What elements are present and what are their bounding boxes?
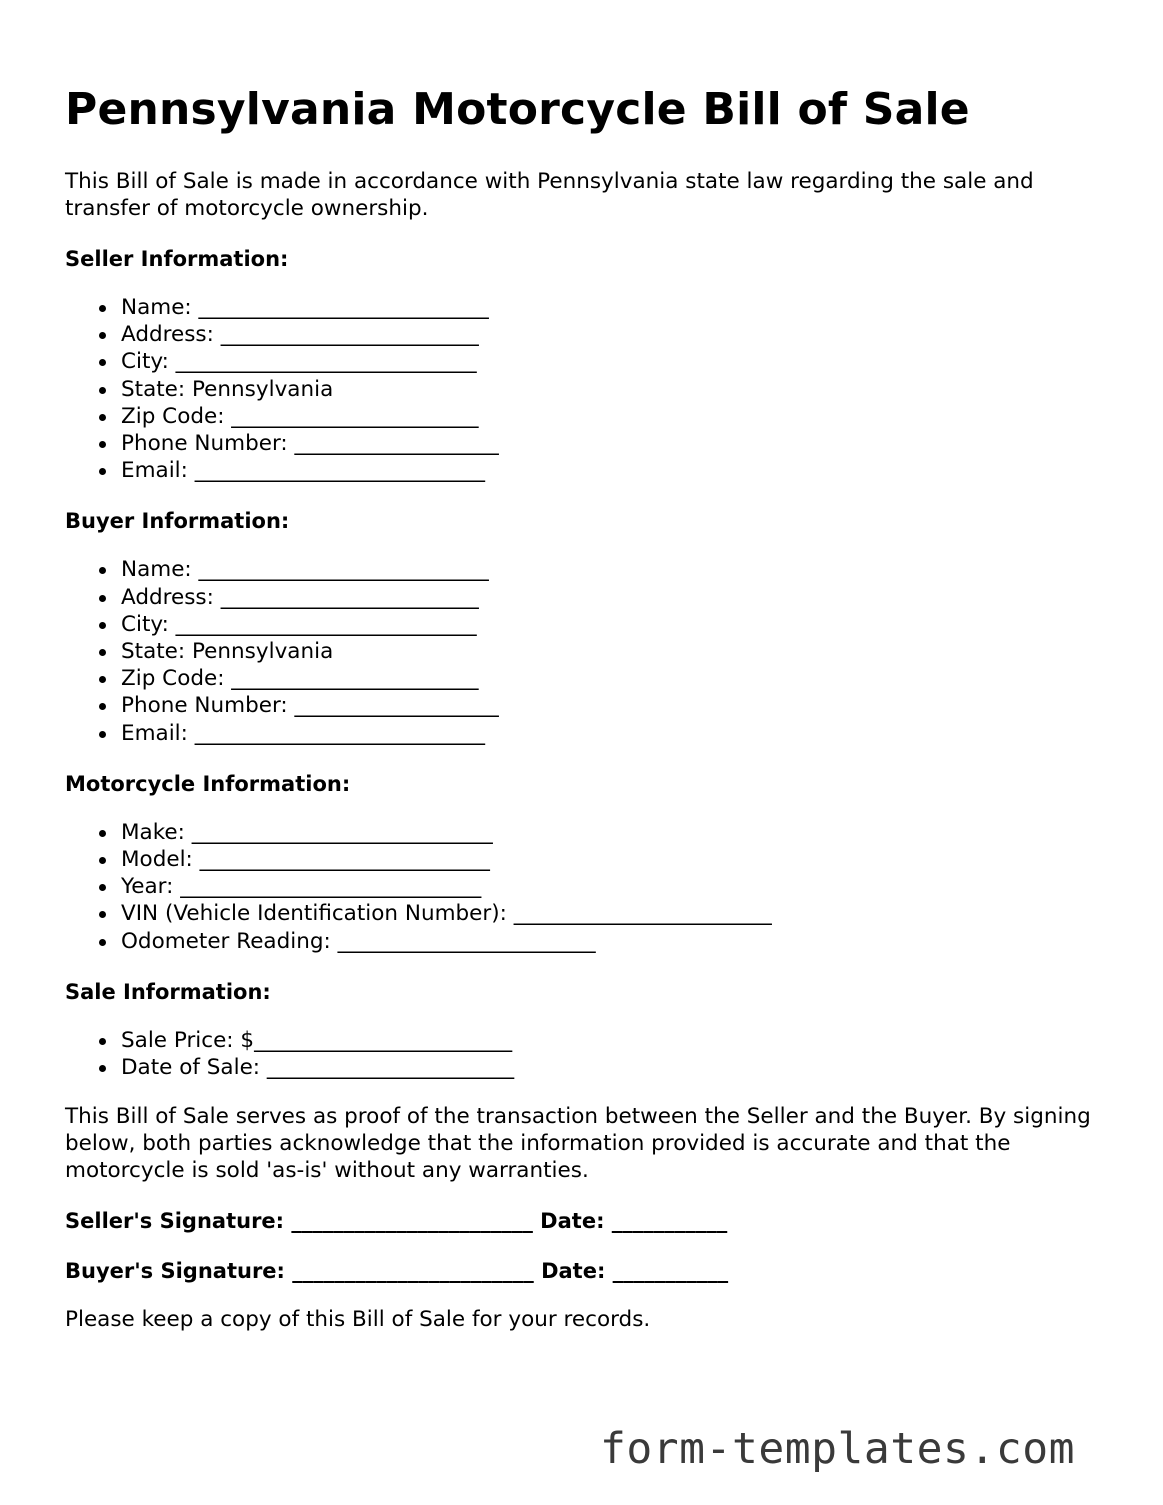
buyer-signature-line[interactable]: Buyer's Signature: _______________________ Date: ___________: [65, 1259, 729, 1284]
sale-price-field[interactable]: Sale Price: $________________________: [121, 1027, 1105, 1054]
motorcycle-info-list: [65, 819, 1105, 955]
motorcycle-odometer-field[interactable]: Odometer Reading: ________________________: [121, 928, 1105, 955]
seller-section-heading: Seller Information:: [65, 247, 289, 271]
document-page: [65, 82, 1105, 1333]
buyer-name-field[interactable]: Name: ___________________________: [121, 556, 1105, 583]
motorcycle-vin-field[interactable]: VIN (Vehicle Identification Number): ________________________: [121, 900, 1105, 927]
closing-paragraph: This Bill of Sale serves as proof of the transaction between the Seller and the Buyer. By signing below, both parties acknowledge that the information provided is accurate and that the motorcycle is sold 'as-is' without any warranties.: [65, 1104, 1091, 1184]
sale-date-field[interactable]: Date of Sale: _______________________: [121, 1054, 1105, 1081]
seller-city-field[interactable]: City: ____________________________: [121, 348, 1105, 375]
seller-email-field[interactable]: Email: ___________________________: [121, 457, 1105, 484]
intro-paragraph: This Bill of Sale is made in accordance with Pennsylvania state law regarding the sale and transfer of motorcycle ownership.: [65, 169, 1034, 221]
motorcycle-make-field[interactable]: Make: ____________________________: [121, 819, 1105, 846]
motorcycle-model-field[interactable]: Model: ___________________________: [121, 846, 1105, 873]
buyer-zip-field[interactable]: Zip Code: _______________________: [121, 665, 1105, 692]
seller-signature-line[interactable]: Seller's Signature: _______________________ Date: ___________: [65, 1209, 728, 1234]
sale-section-heading: Sale Information:: [65, 979, 271, 1004]
watermark: form-templates.com: [600, 1424, 1075, 1474]
seller-phone-field[interactable]: Phone Number: ___________________: [121, 430, 1105, 457]
buyer-info-list: [65, 556, 1105, 746]
sale-info-list: [65, 1027, 1105, 1081]
seller-address-field[interactable]: Address: ________________________: [121, 321, 1105, 348]
buyer-address-field[interactable]: Address: ________________________: [121, 584, 1105, 611]
motorcycle-year-field[interactable]: Year: ____________________________: [121, 873, 1105, 900]
buyer-section-heading: Buyer Information:: [65, 509, 290, 534]
buyer-state-field: State: Pennsylvania: [121, 638, 1105, 665]
buyer-city-field[interactable]: City: ____________________________: [121, 611, 1105, 638]
seller-name-field[interactable]: Name: ___________________________: [121, 294, 1105, 321]
seller-zip-field[interactable]: Zip Code: _______________________: [121, 403, 1105, 430]
records-note: Please keep a copy of this Bill of Sale for your records.: [65, 1307, 651, 1333]
buyer-phone-field[interactable]: Phone Number: ___________________: [121, 692, 1105, 719]
buyer-email-field[interactable]: Email: ___________________________: [121, 720, 1105, 747]
seller-info-list: [65, 294, 1105, 484]
seller-state-field: State: Pennsylvania: [121, 376, 1105, 403]
motorcycle-section-heading: Motorcycle Information:: [65, 771, 351, 796]
page-title: Pennsylvania Motorcycle Bill of Sale: [65, 84, 970, 135]
